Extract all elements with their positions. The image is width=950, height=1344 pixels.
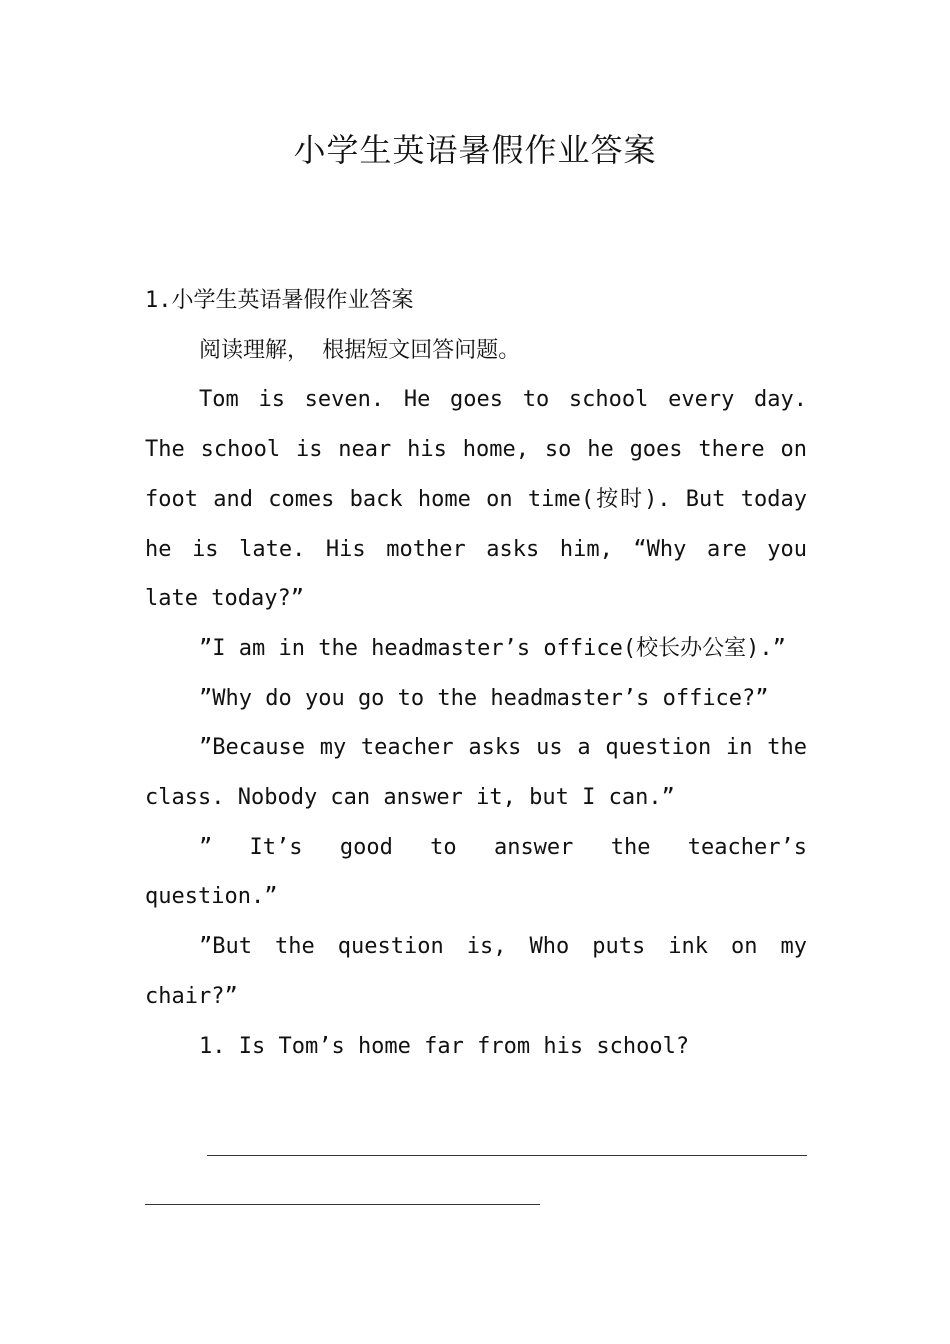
answer-line-1 xyxy=(207,1155,807,1156)
document-title: 小学生英语暑假作业答案 xyxy=(293,131,657,169)
dialogue-line-4: ” It’s good to answer the teacher’s question.” xyxy=(145,834,807,910)
dialogue-line-1: ”I am in the headmaster’s office(校长办公室).” xyxy=(199,635,786,661)
dialogue-line-3: ”Because my teacher asks us a question in the class. Nobody can answer it, but I can.” xyxy=(145,735,807,811)
dialogue-line-5: ”But the question is, Who puts ink on my chair?” xyxy=(145,934,807,1009)
document-body xyxy=(145,276,807,1071)
reading-instruction: 阅读理解， 根据短文回答问题。 xyxy=(199,337,521,363)
dialogue-line-2: ”Why do you go to the headmaster’s office?” xyxy=(199,685,769,711)
answer-line-2 xyxy=(145,1204,540,1205)
question-1: 1. Is Tom’s home far from his school? xyxy=(199,1033,690,1059)
story-paragraph-1: Tom is seven. He goes to school every day. The school is near his home, so he goes there on foot and comes back home on time(按时). But today he is late. His mother asks him, “Why are you late today?” xyxy=(145,387,807,612)
section-heading: 1.小学生英语暑假作业答案 xyxy=(145,288,414,313)
